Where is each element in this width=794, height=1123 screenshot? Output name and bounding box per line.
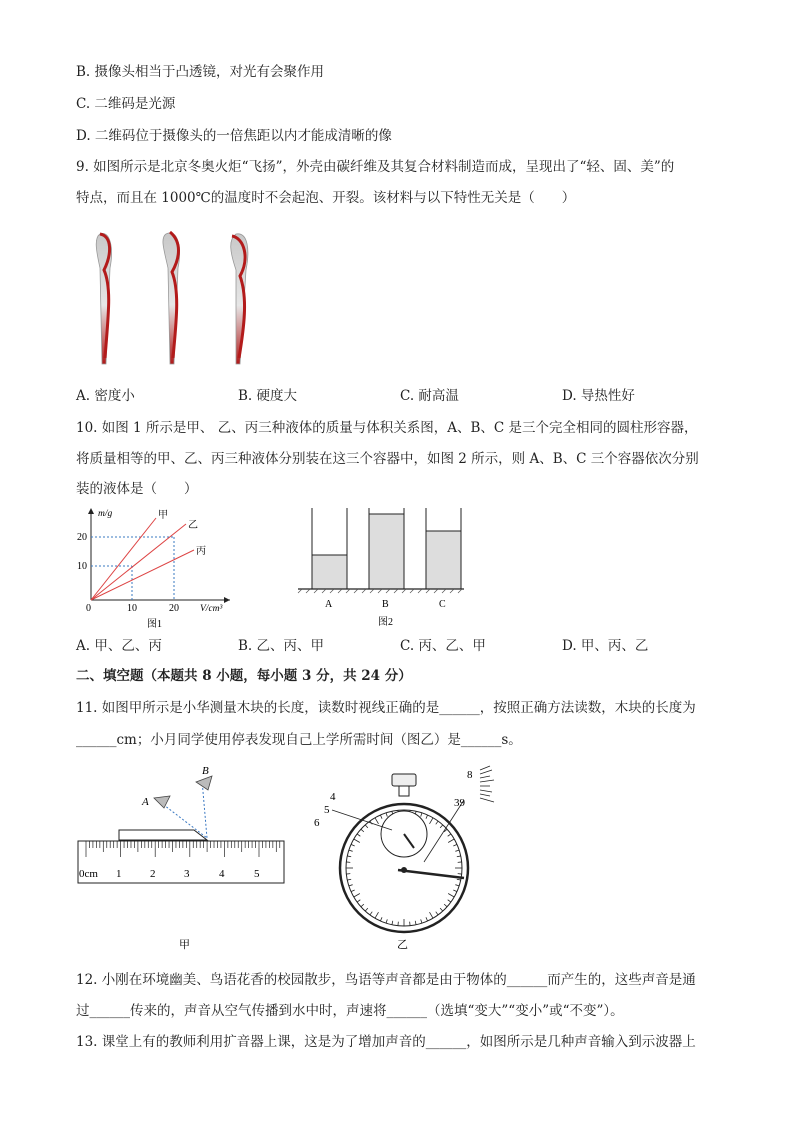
series-yi-line: [91, 524, 186, 600]
container-c-label: C: [439, 599, 446, 610]
y-axis-label: m/g: [98, 509, 113, 519]
torch-figure: [90, 228, 270, 368]
stopwatch-label-5: 5: [324, 804, 330, 816]
x-tick-20: 20: [169, 603, 179, 614]
q9-option-a: A. 密度小: [76, 388, 135, 404]
q13-text-1: 13. 课堂上有的教师利用扩音器上课，这是为了增加声音的______，如图所示是几种声音输入到示波器上: [76, 1034, 696, 1050]
y-tick-10: 10: [77, 561, 87, 572]
q12-text-2: 过______传来的，声音从空气传播到水中时，声速将______（选填“变大”“变小”或“不变”）。: [76, 1003, 624, 1019]
eye-b-icon: [196, 776, 212, 790]
series-bing-line: [91, 550, 194, 600]
ruler-label-0: 0cm: [79, 868, 98, 880]
q9-text-1: 9. 如图所示是北京冬奥火炬“飞扬”，外壳由碳纤维及其复合材料制造而成，呈现出了“轻、固、美”的: [76, 159, 675, 175]
q10-text-1: 10. 如图 1 所示是甲、 乙、丙三种液体的质量与体积关系图，A、B、C 是三个完全相同的圆柱形容器，: [76, 420, 698, 436]
stopwatch-label-39: 39: [454, 797, 465, 809]
stopwatch-label-4: 4: [330, 791, 336, 803]
wooden-block: [119, 830, 207, 840]
ruler-caption: 甲: [179, 939, 190, 951]
q11-text-1: 11. 如图甲所示是小华测量木块的长度，读数时视线正确的是______，按照正确方法读数，木块的长度为: [76, 700, 696, 716]
torch-1: [96, 233, 111, 364]
y-tick-20: 20: [77, 532, 87, 543]
q8-option-d: D. 二维码位于摄像头的一倍焦距以内才能成清晰的像: [76, 128, 392, 144]
stopwatch-crown: [392, 774, 416, 786]
q8-option-c: C. 二维码是光源: [76, 96, 176, 112]
torch-2: [163, 232, 180, 364]
q9-text-2: 特点，而且在 1000℃的温度时不会起泡、开裂。该材料与以下特性无关是（ ）: [76, 190, 576, 206]
ruler-label-2: 2: [150, 868, 156, 880]
ruler-label-4: 4: [219, 868, 225, 880]
series-bing-label: 丙: [196, 546, 206, 557]
q8-option-b: B. 摄像头相当于凸透镜，对光有会聚作用: [76, 64, 325, 80]
q10-option-d: D. 甲、丙、乙: [562, 638, 649, 654]
eye-a-label: A: [142, 796, 149, 808]
ruler-figure: [74, 760, 290, 952]
q10-option-c: C. 丙、乙、甲: [400, 638, 486, 654]
x-axis-label: V/cm³: [200, 604, 223, 614]
q9-option-b: B. 硬度大: [238, 388, 298, 404]
stopwatch-caption: 乙: [397, 939, 408, 951]
eye-b-label: B: [202, 765, 209, 777]
ruler-label-5: 5: [254, 868, 260, 880]
container-a-label: A: [325, 599, 333, 610]
ruler-label-1: 1: [116, 868, 122, 880]
q10-option-a: A. 甲、乙、丙: [76, 638, 162, 654]
q10-option-b: B. 乙、丙、甲: [238, 638, 325, 654]
stopwatch-figure: [304, 760, 504, 952]
stopwatch-label-8: 8: [467, 769, 473, 781]
fig2-caption: 图2: [378, 617, 393, 628]
q9-option-d: D. 导热性好: [562, 388, 635, 404]
mass-volume-graph: [72, 504, 242, 632]
container-b-label: B: [382, 599, 389, 610]
series-jia-label: 甲: [158, 510, 168, 521]
torch-3: [231, 234, 248, 364]
q11-text-2: ______cm；小月同学使用停表发现自己上学所需时间（图乙）是______s。: [76, 732, 522, 748]
x-tick-10: 10: [127, 603, 137, 614]
eye-a-icon: [154, 796, 170, 808]
series-yi-label: 乙: [188, 520, 198, 531]
fig1-caption: 图1: [147, 619, 162, 630]
q10-text-2: 将质量相等的甲、乙、丙三种液体分别装在这三个容器中，如图 2 所示，则 A、B、C 三个容器依次分别: [76, 451, 699, 467]
series-jia-line: [91, 518, 156, 600]
q10-text-3: 装的液体是（ ）: [76, 481, 198, 497]
ruler-label-3: 3: [184, 868, 190, 880]
q12-text-1: 12. 小刚在环境幽美、鸟语花香的校园散步，鸟语等声音都是由于物体的______而产生的，这些声音是通: [76, 972, 696, 988]
stopwatch-label-6: 6: [314, 817, 320, 829]
containers-figure: [294, 504, 466, 632]
origin-label: 0: [86, 603, 91, 614]
q9-option-c: C. 耐高温: [400, 388, 459, 404]
section-heading: 二、填空题（本题共 8 小题，每小题 3 分，共 24 分）: [76, 668, 412, 684]
